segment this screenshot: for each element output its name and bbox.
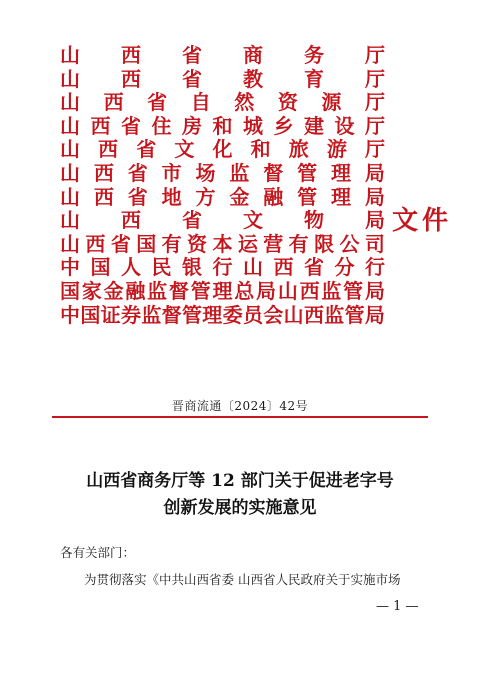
issuer-line: 山 西 省 文 化 和 旅 游 厅 <box>60 137 385 162</box>
page-number: — 1 — <box>376 599 419 614</box>
issuer-line: 山 西 省 自 然 资 源 厅 <box>60 90 385 115</box>
issuer-line: 山 西 省 国 有 资 本 运 营 有 限 公 司 <box>60 231 385 256</box>
body-paragraph-line: 为贯彻落实《中共山西省委 山西省人民政府关于实施市场 <box>84 572 401 587</box>
issuer-line: 山 西 省 市 场 监 督 管 理 局 <box>60 160 385 185</box>
red-separator-line <box>52 416 428 418</box>
document-number: 晋商流通〔2024〕42号 <box>171 399 309 413</box>
issuer-line: 山 西 省 地 方 金 融 管 理 局 <box>60 184 385 209</box>
document-title <box>0 468 480 522</box>
title-line-1: 山西省商务厅等 12 部门关于促进老字号 <box>86 471 394 491</box>
issuer-list <box>60 44 385 327</box>
issuer-line: 国 家 金 融 监 督 管 理 总 局 山 西 监 管 局 <box>60 278 385 303</box>
issuer-line: 中 国 人 民 银 行 山 西 省 分 行 <box>60 255 385 280</box>
issuer-line: 山 西 省 教 育 厅 <box>60 66 385 91</box>
salutation: 各有关部门： <box>60 545 136 560</box>
document-suffix: 文件 <box>392 206 453 236</box>
title-line-2: 创新发展的实施意见 <box>163 498 317 518</box>
issuer-line: 中 国 证 券 监 督 管 理 委 员 会 山 西 监 管 局 <box>60 302 385 327</box>
issuer-line: 山 西 省 住 房 和 城 乡 建 设 厅 <box>60 113 385 138</box>
issuer-line: 山 西 省 文 物 局 <box>60 208 385 233</box>
issuer-line: 山 西 省 商 务 厅 <box>60 43 385 67</box>
